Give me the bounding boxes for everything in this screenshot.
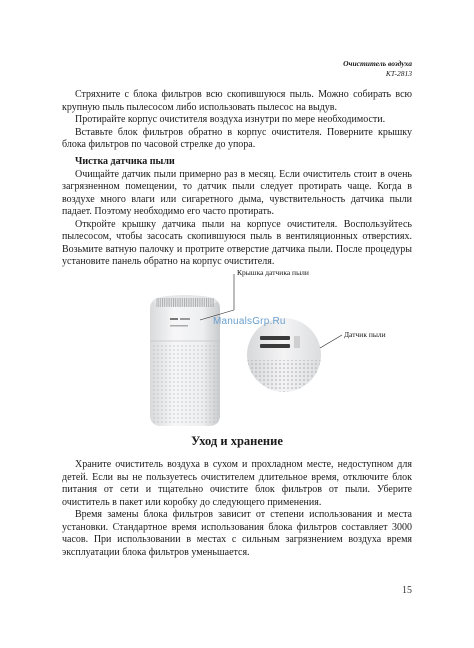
- paragraph: Протирайте корпус очистителя воздуха изнутри по мере необходимости.: [75, 114, 386, 125]
- header-title: Очиститель воздуха: [343, 59, 412, 68]
- watermark: ManualsGrp.Ru: [213, 316, 286, 327]
- section-heading-care: Уход и хранение: [191, 434, 283, 448]
- header-model: KT-2813: [385, 69, 412, 78]
- callout-sensor-cover: Крышка датчика пыли: [237, 268, 309, 277]
- page-number: 15: [402, 585, 412, 596]
- paragraph: Очищайте датчик пыли примерно раз в месяц. Если очиститель стоит в очень загрязненном помещении, то датчик пыли следует протирать чаще. Когда в воздухе много влаги или сигаретного дыма, чувствительность датчика пыли падает. Поэтому необходимо его часто протирать.: [62, 168, 412, 217]
- paragraph: Откройте крышку датчика пыли на корпусе очистителя. Воспользуйтесь пылесосом, чтобы засосать скопившуюся пыль в вентиляционных отверстиях. Возьмите ватную палочку и протрите отверстие датчика пыли. После процедуры установите панель обратно на корпус очистителя.: [62, 218, 412, 267]
- paragraph: Вставьте блок фильтров обратно в корпус очистителя. Поверните крышку блока фильтров по часовой стрелке до упора.: [62, 126, 412, 150]
- paragraph: Стряхните с блока фильтров всю скопившуюся пыль. Можно собирать всю крупную пыль пылесосом либо использовать пылесос на выдув.: [62, 89, 412, 113]
- section-subheading: Чистка датчика пыли: [75, 156, 175, 167]
- callout-dust-sensor: Датчик пыли: [344, 330, 386, 339]
- paragraph: Время замены блока фильтров зависит от степени использования и места установки. Стандартное время использования блока фильтров составляет 3000 часов. При использовании в местах с сильным загрязнением воздуха время эксплуатации блока фильтров уменьшается.: [62, 509, 412, 558]
- care-storage-text: [62, 459, 412, 559]
- paragraph: Храните очиститель воздуха в сухом и прохладном месте, недоступном для детей. Если вы не пользуетесь очистителем длительное время, отключите блок питания от сети и тщательно очистите блок фильтров от пыли. Уберите очиститель в пакет или коробку до следующего применения.: [62, 459, 412, 508]
